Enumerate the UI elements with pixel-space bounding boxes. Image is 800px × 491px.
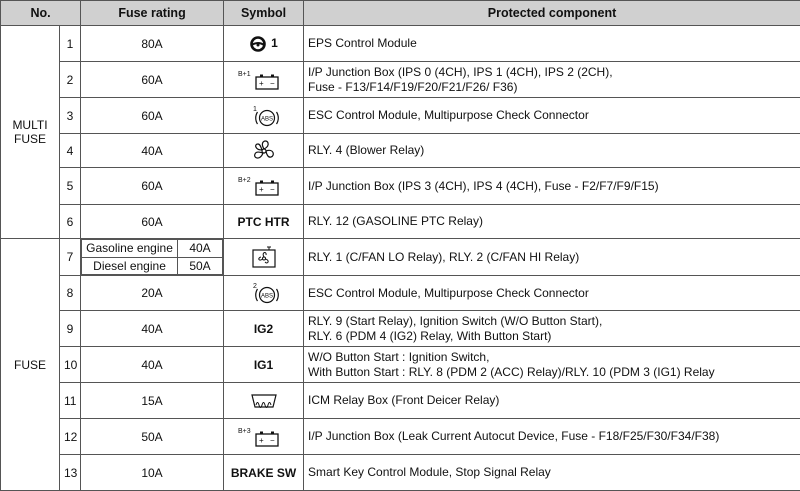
engine-rating-cell: [81, 239, 224, 276]
engine-rating: 50A: [178, 257, 223, 275]
symbol-cell: [224, 134, 304, 168]
fuse-rating: 60A: [81, 62, 224, 98]
symbol-cell: [224, 26, 304, 62]
svg-text:−: −: [269, 78, 275, 88]
protected-component: ESC Control Module, Multipurpose Check Connector: [304, 98, 800, 134]
symbol-label: B+1: [237, 70, 251, 78]
fuse-rating: 40A: [81, 347, 224, 383]
symbol-cell: [224, 62, 304, 98]
symbol-cell: [224, 205, 304, 239]
table-row: [1, 419, 800, 455]
table-row: [1, 205, 800, 239]
table-row: [1, 134, 800, 168]
fuse-rating: 80A: [81, 26, 224, 62]
table-row: [1, 311, 800, 347]
symbol-label: B+2: [237, 177, 251, 184]
group-multi-fuse: MULTI FUSE: [1, 26, 60, 239]
fuse-rating: 60A: [81, 168, 224, 205]
protected-component: ESC Control Module, Multipurpose Check Connector: [304, 276, 800, 311]
header-protected-component: Protected component: [304, 1, 800, 26]
fuse-rating: 40A: [81, 311, 224, 347]
fuse-rating: 10A: [81, 455, 224, 491]
header-fuse-rating: Fuse rating: [81, 1, 224, 26]
deicer-icon: [249, 391, 279, 411]
protected-component: I/P Junction Box (IPS 0 (4CH), IPS 1 (4CH), IPS 2 (2CH), Fuse - F13/F14/F19/F20/F21/F26/ F36): [304, 62, 800, 98]
fuse-number: 11: [60, 383, 81, 419]
svg-text:+: +: [258, 435, 264, 445]
symbol-label: 1: [252, 105, 257, 113]
fuse-number: 6: [60, 205, 81, 239]
symbol-label: 2: [252, 283, 257, 290]
fuse-number: 10: [60, 347, 81, 383]
table-row: [1, 62, 800, 98]
protected-component: EPS Control Module: [304, 26, 800, 62]
steering-wheel-icon: [249, 35, 283, 53]
fuse-number: 2: [60, 62, 81, 98]
fuse-number: 8: [60, 276, 81, 311]
fuse-number: 3: [60, 98, 81, 134]
symbol-cell: [224, 419, 304, 455]
svg-text:ABS: ABS: [260, 116, 273, 122]
fuse-number: 1: [60, 26, 81, 62]
symbol-text: IG1: [253, 357, 274, 372]
fuse-number: 4: [60, 134, 81, 168]
svg-text:+: +: [258, 78, 264, 88]
battery-icon: [238, 69, 290, 91]
group-fuse: FUSE: [1, 239, 60, 491]
engine-rating-table: [81, 239, 223, 275]
protected-component: ICM Relay Box (Front Deicer Relay): [304, 383, 800, 419]
fuse-rating: 40A: [81, 134, 224, 168]
table-row: [1, 347, 800, 383]
symbol-cell: [224, 239, 304, 276]
fuse-rating: 15A: [81, 383, 224, 419]
fuse-rating: 60A: [81, 98, 224, 134]
fuse-number: 5: [60, 168, 81, 205]
cooling-fan-icon: [249, 245, 279, 269]
protected-component: W/O Button Start : Ignition Switch, With Button Start : RLY. 8 (PDM 2 (ACC) Relay)/RLY. 10 (PDM 3 (IG1) Relay: [304, 347, 800, 383]
symbol-cell: [224, 168, 304, 205]
table-row: [1, 168, 800, 205]
fuse-rating: 50A: [81, 419, 224, 455]
svg-text:+: +: [258, 185, 264, 194]
symbol-cell: [224, 276, 304, 311]
table-row: [1, 276, 800, 311]
engine-name: Gasoline engine: [82, 240, 178, 258]
abs-icon: [247, 281, 281, 305]
table-row: [1, 98, 800, 134]
symbol-label: 1: [271, 35, 278, 50]
blower-fan-icon: [251, 138, 277, 164]
symbol-text: BRAKE SW: [230, 465, 297, 480]
protected-component: RLY. 9 (Start Relay), Ignition Switch (W/O Button Start), RLY. 6 (PDM 4 (IG2) Relay, With Button Start): [304, 311, 800, 347]
engine-rating: 40A: [178, 240, 223, 258]
fuse-number: 13: [60, 455, 81, 491]
table-row: [1, 239, 800, 276]
svg-text:−: −: [269, 185, 275, 194]
svg-text:ABS: ABS: [260, 293, 273, 300]
fuse-rating: 20A: [81, 276, 224, 311]
protected-component: RLY. 12 (GASOLINE PTC Relay): [304, 205, 800, 239]
symbol-cell: [224, 347, 304, 383]
battery-icon: [238, 426, 290, 448]
fuse-rating: 60A: [81, 205, 224, 239]
header-symbol: Symbol: [224, 1, 304, 26]
fuse-number: 7: [60, 239, 81, 276]
header-row: [1, 1, 800, 26]
protected-component: RLY. 4 (Blower Relay): [304, 134, 800, 168]
symbol-text: IG2: [253, 321, 274, 336]
fuse-number: 9: [60, 311, 81, 347]
fuse-number: 12: [60, 419, 81, 455]
abs-icon: [247, 104, 281, 128]
protected-component: Smart Key Control Module, Stop Signal Relay: [304, 455, 800, 491]
symbol-cell: [224, 98, 304, 134]
table-row: [1, 383, 800, 419]
engine-name: Diesel engine: [82, 257, 178, 275]
symbol-cell: [224, 455, 304, 491]
symbol-label: B+3: [237, 427, 251, 435]
battery-icon: [238, 175, 290, 197]
svg-text:−: −: [269, 435, 275, 445]
symbol-text: PTC HTR: [237, 214, 290, 229]
symbol-cell: [224, 311, 304, 347]
header-no: No.: [1, 1, 81, 26]
protected-component: I/P Junction Box (Leak Current Autocut Device, Fuse - F18/F25/F30/F34/F38): [304, 419, 800, 455]
symbol-cell: [224, 383, 304, 419]
protected-component: I/P Junction Box (IPS 3 (4CH), IPS 4 (4CH), Fuse - F2/F7/F9/F15): [304, 168, 800, 205]
protected-component: RLY. 1 (C/FAN LO Relay), RLY. 2 (C/FAN HI Relay): [304, 239, 800, 276]
table-row: [1, 26, 800, 62]
table-row: [1, 455, 800, 491]
